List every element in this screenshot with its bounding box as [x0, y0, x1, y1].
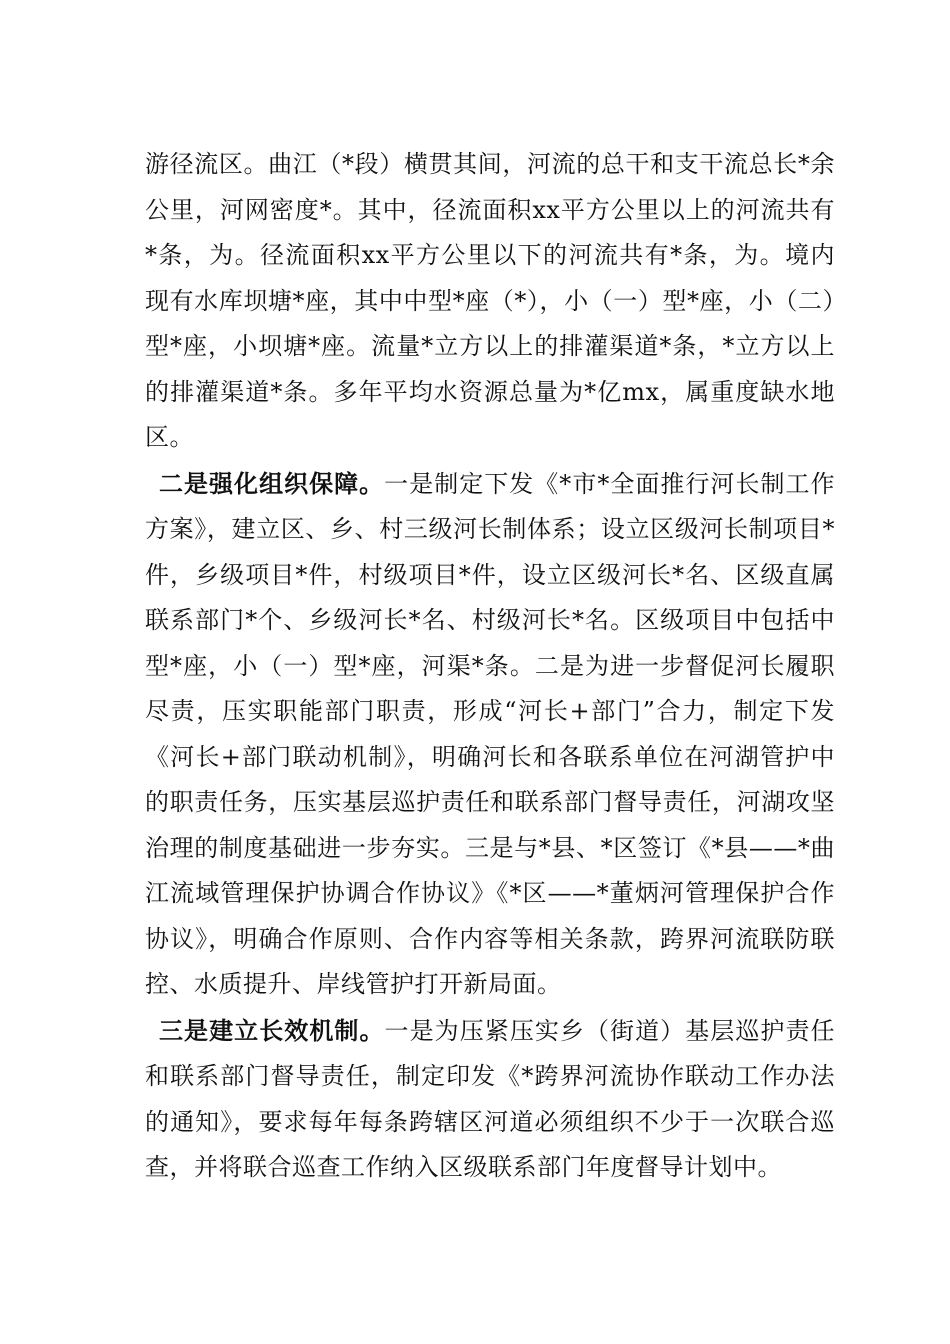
document-body [145, 142, 835, 1191]
paragraph-mechanism [145, 1008, 835, 1191]
paragraph-text: 一是为压紧压实乡（街道）基层巡护责任和联系部门督导责任，制定印发《*跨界河流协作联动工作办法的通知》，要求每年每条跨辖区河道必须组织不少于一次联合巡查，并将联合巡查工作纳入区级联系部门年度督导计划中。 [145, 1016, 836, 1181]
paragraph-lead: 二是强化组织保障。 [159, 468, 385, 498]
paragraph-lead: 三是建立长效机制。 [159, 1015, 385, 1045]
paragraph-text: 游径流区。曲江（*段）横贯其间，河流的总干和支干流总长*余公里，河网密度*。其中，径流面积xx平方公里以上的河流共有*条，为。径流面积xx平方公里以下的河流共有*条，为。境内现有水库坝塘*座，其中中型*座（*），小（一）型*座，小（二）型*座，小坝塘*座。流量*立方以上的排灌渠道*条，*立方以上的排灌渠道*条。多年平均水资源总量为*亿mx，属重度缺水地区。 [145, 150, 835, 451]
paragraph-text: 一是制定下发《*市*全面推行河长制工作方案》，建立区、乡、村三级河长制体系；设立区级河长制项目*件，乡级项目*件，村级项目*件，设立区级河长*名、区级直属联系部门*个、乡级河长*名、村级河长*名。区级项目中包括中型*座，小（一）型*座，河渠*条。二是为进一步督促河长履职尽责，压实职能部门职责，形成“河长+部门”合力，制定下发《河长+部门联动机制》，明确河长和各联系单位在河湖管护中的职责任务，压实基层巡护责任和联系部门督导责任，河湖攻坚治理的制度基础进一步夯实。三是与*县、*区签订《*县——*曲江流域管理保护协调合作协议》《*区——*董炳河管理保护合作协议》，明确合作原则、合作内容等相关条款，跨界河流联防联控、水质提升、岸线管护打开新局面。 [145, 469, 836, 998]
paragraph-organization [145, 461, 835, 1008]
paragraph-water-resources [145, 142, 835, 461]
